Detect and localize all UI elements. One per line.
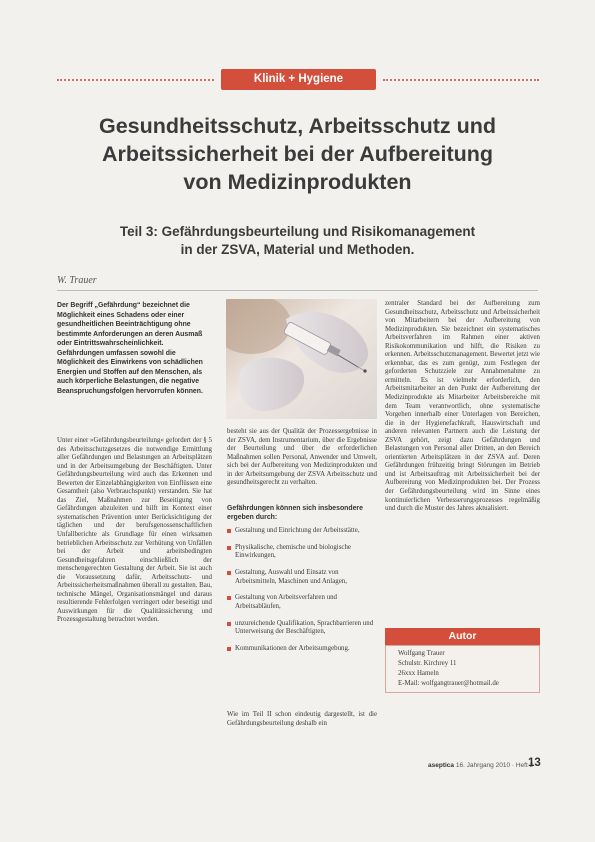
syringe-photo-graphic <box>226 299 377 419</box>
author-byline: W. Trauer <box>57 275 97 286</box>
page-number: 13 <box>528 757 541 769</box>
section-rule-left <box>57 79 214 81</box>
magazine-name: aseptica <box>428 762 455 769</box>
bullet-square-icon <box>227 596 231 600</box>
column-3-text: zentraler Standard bei der Aufbereitung zum Gesundheitsschutz, Arbeitsschutz und Arbeitssicherheit von Mitarbeitern bei der Aufbereitung von Medizinprodukten. Sie bezeichnet ein systematisches Arbeitsverfahren im Rahmen einer aktiven Risikokommunikation und hilft, die Risiken zu erkennen. Arbeitsschutzmanagement. Bewertet jetzt wie erkennbar, das es zum genügt, zum Festlegen der geforderten Schutzziele zur Annahmenahme zu ermitteln. Es ist vielmehr erforderlich, den Arbeitsmitarbeiter an den Punkt der Aufbereitung der Medizinprodukte als Mitarbeiter Arbeitsbereiche mit dem Team verantwortlich, ohne systematische Vorgehen innerhalb einer Unterlagen von Bereichen, die in der Hygienefachkraft, Hauswirtschaft und anderen relevanten Partnern auch die Leistung der ZSVA gehört, zeigt dazu Gefährdungen und Belastungen von Personal aller Dritten, an den Bereich orientierten Arbeitsplätzen in der ZSVA auf. Deren Gefährdungen frühzeitig bringt Störungen im Betrieb und ist Arbeitsauftrag mit Arbeitssicherheit bei der Aufbereitung von Medizinprodukten bei. Der Prozess der Gefährdungsbeurteilung wird im Sinne eines kontinuierlichen Verbesserungsprozesses regelmäßig und durch die Muster des Jahres aktualisiert. <box>385 300 540 513</box>
hazards-heading: Gefährdungen können sich insbesondere ergeben durch: <box>227 505 363 521</box>
list-item: Physikalische, chemische und biologische Einwirkungen, <box>227 544 377 561</box>
hazards-list <box>227 527 377 662</box>
byline-divider <box>57 290 538 291</box>
section-rule-right <box>383 79 539 81</box>
lead-paragraph: Der Begriff „Gefährdung“ bezeichnet die Möglichkeit eines Schadens oder einer gesundheitlichen Beeinträchtigung ohne bestimmte Anforderungen an deren Ausmaß oder Eintrittswahrscheinlichkeit. Gefährdungen umfassen sowohl die Möglichkeit des Einwirkens von schädlichen Energien und Stoffen auf den Menschen, als auch körperliche Belastungen, die negative Beanspruchungsfolgen hervorrufen können. <box>57 302 203 395</box>
bullet-square-icon <box>227 647 231 651</box>
issue-info: 16. Jahrgang 2010 · Heft 2 <box>455 762 534 769</box>
title-line-1: Gesundheitsschutz, Arbeitsschutz und <box>99 114 496 138</box>
list-item: unzureichende Qualifikation, Sprachbarrieren und Unterweisung der Beschäftigten, <box>227 620 377 637</box>
column-1-text: Unter einer »Gefährdungsbeurteilung« gefordert der § 5 des Arbeitsschutzgesetzes die notwendige Ermittlung aller Gefährdungen und Belastungen an Arbeitsplätzen und in der Arbeitsumgebung der Beschäftigten. Unter Gefährdungsbeurteilung wird auch das Erkennen und Bewerten der Einzelabhängigkeiten von Einflüssen eine Gesamtheit (also Verbrauchspunkt) verstanden. Sie hat das Ziel, Maßnahmen zur Beseitigung von Gefährdungen abzuleiten und hilft im Kontext einer systematischen Prävention unter Berücksichtigung der täglichen und der berufsgenossenschaftlichen Unfallberichte als Grundlage für einen wirksamen betrieblichen Arbeitsschutz zur Verhütung von Unfällen bei der Arbeit und arbeitsbedingten Gesundheitsgefahren einschließlich der menschengerechten Gestaltung der Arbeit. Sie ist auch die Voraussetzung dafür, Arbeitsschutz- und Arbeitssicherheitsmaßnahmen überall zu gestalten. Bau, technische Mängel, Organisationsmängel und daraus resultierende Fehlerfolgen verringert oder beseitigt und Auswirkungen für die Qualitätssicherung und Prozessgestaltung betrachtet werden. <box>57 437 212 624</box>
subtitle-line-1: Teil 3: Gefährdungsbeurteilung und Risikomanagement <box>119 224 476 239</box>
section-label: Klinik + Hygiene <box>221 69 376 90</box>
title-line-2: Arbeitssicherheit bei der Aufbereitung <box>101 142 494 166</box>
author-box-heading: Autor <box>385 628 540 645</box>
author-email[interactable]: E-Mail: wolfgangtrauer@hotmail.de <box>398 680 499 687</box>
list-item: Gestaltung von Arbeitsverfahren und Arbeitsabläufen, <box>227 594 377 611</box>
author-city: 26xxx Hameln <box>398 670 439 677</box>
article-subtitle <box>60 223 535 259</box>
bullet-square-icon <box>227 622 231 626</box>
column-2-closing-text: Wie im Teil II schon eindeutig dargestellt, ist die Gefährdungsbeurteilung deshalb ein <box>227 711 377 727</box>
syringe-photo <box>226 299 377 419</box>
bullet-square-icon <box>227 546 231 550</box>
list-item: Kommunikationen der Arbeitsumgebung. <box>227 645 377 654</box>
title-line-3: von Medizinprodukten <box>183 170 412 194</box>
list-item: Gestaltung und Einrichtung der Arbeitsstätte, <box>227 527 377 536</box>
subtitle-line-2: in der ZSVA, Material und Methoden. <box>180 242 415 257</box>
list-item: Gestaltung, Auswahl und Einsatz von Arbeitsmitteln, Maschinen und Anlagen, <box>227 569 377 586</box>
bullet-square-icon <box>227 571 231 575</box>
author-contact-box <box>385 645 540 693</box>
author-street: Schulstr. Kirchrey 11 <box>398 660 457 667</box>
column-2-text: besteht sie aus der Qualität der Prozessergebnisse in der ZSVA, dem Instrumentarium, über die Ergebnisse der Beurteilung und über die erforderlichen Maßnahmen sollen Personal, Anwender und Umwelt, sich bei der Aufbereitung von Medizinprodukten und in der Arbeitsumgebung der ZSVA Arbeitsschutz und gesundheitsgerecht zu verhalten. <box>227 428 377 487</box>
page-footer <box>428 762 533 769</box>
bullet-square-icon <box>227 529 231 533</box>
article-title <box>60 112 535 196</box>
author-name: Wolfgang Trauer <box>398 650 445 657</box>
